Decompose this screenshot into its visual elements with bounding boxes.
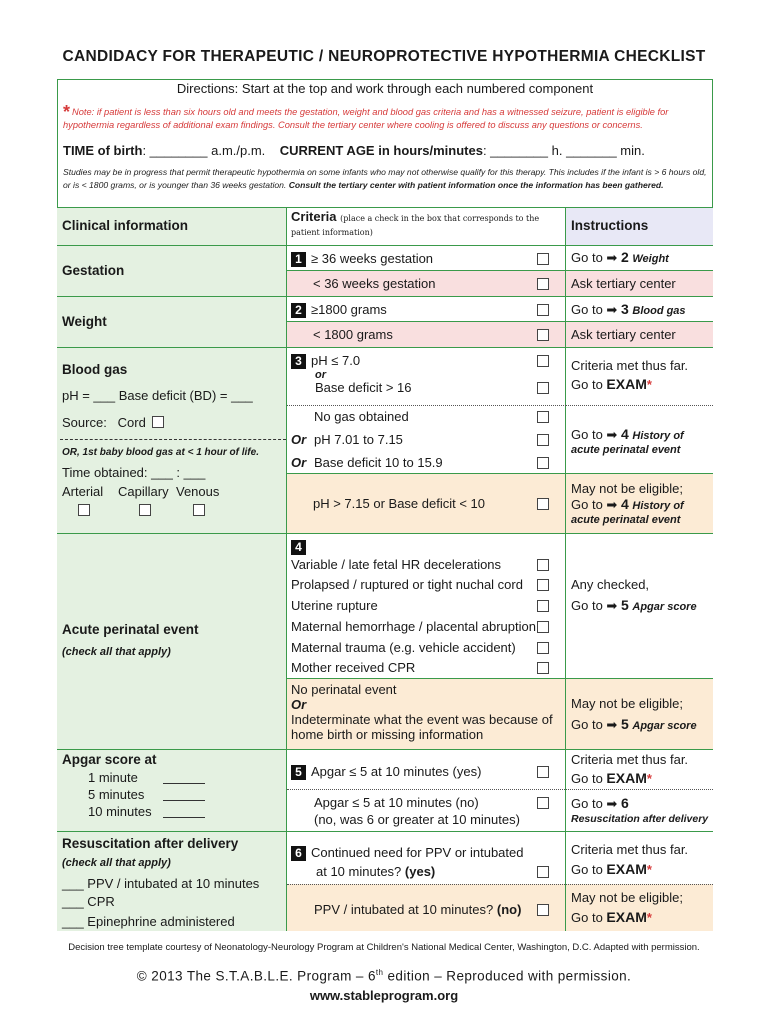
copyright-sup: th	[375, 968, 384, 977]
resus-instr-3: May not be eligible;	[571, 890, 684, 905]
asterisk-icon: *	[646, 862, 652, 877]
arterial-checkbox[interactable]	[78, 504, 90, 516]
perinatal-item: Prolapsed / ruptured or tight nuchal cord	[291, 577, 523, 592]
bloodgas-or-2: Or	[291, 432, 307, 447]
gestation-option-2: < 36 weeks gestation	[313, 276, 436, 291]
instr-text: Go to	[571, 910, 603, 925]
perinatal-checkbox[interactable]	[537, 559, 549, 571]
source-label: Source:	[62, 415, 107, 430]
bloodgas-checkbox-nogas[interactable]	[537, 411, 549, 423]
weight-label: Weight	[62, 314, 107, 329]
instr-label: Blood gas	[632, 305, 686, 317]
arterial-label: Arterial	[62, 484, 104, 499]
venous-checkbox[interactable]	[193, 504, 205, 516]
step-4	[291, 539, 311, 555]
eligibility-note: * Note: if patient is less than six hours old and meets the gestation, weight and blood gas criteria and has a witnessed seizure, patient is eligible for hypothermia regardless of additional exam findings. Consult the tertiary center where cooling is offered to discuss any questions or concerns.	[63, 102, 669, 130]
weight-option-1	[291, 302, 387, 318]
apgar-1min: 1 minute	[88, 770, 138, 785]
current-age-label: CURRENT AGE in hours/minutes	[279, 143, 483, 158]
resus-opt-text: Continued need for PPV or intubated	[311, 845, 524, 860]
courtesy-note: Decision tree template courtesy of Neonatology-Neurology Program at Children's National Medical Center, Washington, D.C. Adapted with permission.	[68, 942, 700, 953]
arrow-right-icon: ➡	[606, 796, 618, 811]
copyright-text: edition – Reproduced with permission.	[383, 968, 632, 984]
grid-line	[287, 678, 713, 679]
exam-label: EXAM	[606, 376, 647, 392]
bloodgas-label: Blood gas	[62, 362, 128, 377]
perinatal-none-instr-2	[571, 717, 697, 734]
resus-item-cpr[interactable]: ___ CPR	[62, 894, 115, 909]
bloodgas-instr-a2	[571, 377, 652, 392]
source-cord-label: Cord	[117, 415, 146, 430]
instr-text: Go to	[571, 377, 603, 392]
arrow-right-icon: ➡	[606, 717, 618, 732]
instr-num: 4	[620, 426, 629, 442]
resus-opt-bold: (yes)	[404, 864, 436, 879]
step-1-badge: 1	[291, 252, 306, 267]
perinatal-item: Maternal hemorrhage / placental abruption	[291, 619, 536, 634]
apgar-opt-text: Apgar ≤ 5 at 10 minutes (yes)	[311, 764, 482, 779]
bloodgas-option-bd16: Base deficit > 16	[315, 380, 412, 395]
instr-text: Go to	[571, 427, 603, 442]
instr-label: Apgar score	[632, 601, 697, 613]
bloodgas-or-3: Or	[291, 455, 307, 470]
perinatal-instr-1: Any checked,	[571, 577, 650, 592]
instr-label: History of	[632, 500, 684, 512]
instr-num: 5	[620, 716, 629, 732]
apgar-checkbox-yes[interactable]	[537, 766, 549, 778]
resus-checkbox-no[interactable]	[537, 904, 549, 916]
bloodgas-instr-a1: Criteria met thus far.	[571, 358, 689, 373]
perinatal-sub: (check all that apply)	[62, 646, 171, 658]
grid-line	[287, 473, 713, 474]
perinatal-item: Maternal trauma (e.g. vehicle accident)	[291, 640, 516, 655]
perinatal-item: Variable / late fetal HR decelerations	[291, 557, 502, 572]
copyright-text: © 2013 The S.T.A.B.L.E. Program – 6	[136, 968, 376, 984]
grid-line	[287, 270, 713, 271]
perinatal-checkbox[interactable]	[537, 600, 549, 612]
weight-instruction-1	[571, 302, 686, 319]
bloodgas-instr-c2	[571, 497, 684, 514]
perinatal-instr-2	[571, 598, 697, 615]
apgar-5min: 5 minutes	[88, 787, 145, 802]
bloodgas-checkbox-bd10[interactable]	[537, 457, 549, 469]
gestation-checkbox-2[interactable]	[537, 278, 549, 290]
resus-option-yes-2	[316, 864, 435, 879]
asterisk-icon: *	[63, 102, 71, 122]
step-6-badge: 6	[291, 846, 306, 861]
grid-line	[57, 296, 713, 297]
directions-text: Directions: Start at the top and work through each numbered component	[176, 81, 594, 96]
apgar-10min: 10 minutes	[88, 804, 152, 819]
grid-line	[566, 405, 713, 406]
apgar-instr-3	[571, 796, 629, 811]
instr-text: Go to	[571, 862, 603, 877]
step-2-badge: 2	[291, 303, 306, 318]
header-criteria	[291, 211, 563, 239]
step-5-badge: 5	[291, 765, 306, 780]
header-instructions: Instructions	[571, 218, 649, 233]
header-criteria-note: (place a check in the box that corresponds to the patient information)	[291, 214, 540, 237]
weight-checkbox-2[interactable]	[537, 329, 549, 341]
bloodgas-instr-b	[571, 427, 684, 444]
studies-note: Studies may be in progress that permit therapeutic hypothermia on some infants who may not otherwise qualify for this therapy. This includes if the infant is > 6 hours old, or is < 1800 grams, or is younger than 36 weeks gestation. Consult the tertiary center with patient information once the information has been gathered.	[63, 167, 707, 190]
asterisk-icon: *	[646, 910, 652, 925]
resus-label: Resuscitation after delivery	[62, 836, 239, 851]
resus-sub: (check all that apply)	[62, 857, 171, 869]
weight-checkbox-1[interactable]	[537, 304, 549, 316]
instr-num: 6	[620, 795, 629, 811]
instr-num: 5	[620, 597, 629, 613]
resus-instr-4	[571, 910, 652, 925]
bloodgas-checkbox-bd16[interactable]	[537, 382, 549, 394]
grid-line	[287, 405, 566, 406]
bg-opt-text: pH ≤ 7.0	[311, 353, 361, 368]
perinatal-checkbox[interactable]	[537, 579, 549, 591]
perinatal-checkbox[interactable]	[537, 621, 549, 633]
header-clinical: Clinical information	[62, 218, 189, 233]
page-title: CANDIDACY FOR THERAPEUTIC / NEUROPROTECTIVE HYPOTHERMIA CHECKLIST	[62, 48, 706, 65]
apgar-instr-4: Resuscitation after delivery	[571, 813, 709, 825]
perinatal-checkbox[interactable]	[537, 642, 549, 654]
bloodgas-option-ph701: pH 7.01 to 7.15	[314, 432, 403, 447]
capillary-label: Capillary	[118, 484, 169, 499]
capillary-checkbox[interactable]	[139, 504, 151, 516]
resus-item-ppv[interactable]: ___ PPV / intubated at 10 minutes	[62, 876, 260, 891]
resus-instr-1: Criteria met thus far.	[571, 842, 689, 857]
perinatal-none-or: Or	[291, 697, 307, 712]
instr-num: 2	[620, 249, 629, 265]
exam-label: EXAM	[606, 909, 647, 925]
resus-checkbox-yes[interactable]	[537, 866, 549, 878]
perinatal-none-1: No perinatal event	[291, 682, 397, 697]
bloodgas-or-1: or	[315, 369, 326, 381]
grid-line	[287, 321, 713, 322]
bloodgas-ph-line[interactable]: pH = ___ Base deficit (BD) = ___	[62, 388, 253, 403]
perinatal-none-2: Indeterminate what the event was because of home birth or missing information	[291, 712, 553, 742]
header-criteria-title: Criteria	[291, 209, 337, 224]
apgar-option-no-detail: (no, was 6 or greater at 10 minutes)	[314, 812, 520, 827]
weight-instruction-2: Ask tertiary center	[571, 327, 676, 342]
bloodgas-checkbox-ph7[interactable]	[537, 355, 549, 367]
asterisk-icon: *	[646, 377, 652, 392]
instr-num: 4	[620, 496, 629, 512]
exam-label: EXAM	[606, 861, 647, 877]
perinatal-label: Acute perinatal event	[62, 622, 199, 637]
bloodgas-source	[62, 415, 146, 430]
bloodgas-or-note: OR, 1st baby blood gas at < 1 hour of life.	[62, 447, 259, 458]
gestation-opt1-text: ≥ 36 weeks gestation	[311, 251, 434, 266]
instr-text: Go to	[571, 250, 603, 265]
instr-text: Go to	[571, 717, 603, 732]
bloodgas-option-ph7	[291, 353, 360, 369]
instr-label: Weight	[632, 253, 669, 265]
arrow-right-icon: ➡	[606, 497, 618, 512]
instr-text: Go to	[571, 497, 603, 512]
resus-item-epi[interactable]: ___ Epinephrine administered	[62, 914, 235, 929]
arrow-right-icon: ➡	[606, 302, 618, 317]
grid-line	[287, 884, 713, 885]
instr-text: Go to	[571, 771, 603, 786]
instr-text: Go to	[571, 302, 603, 317]
perinatal-item: Mother received CPR	[291, 660, 416, 675]
gestation-option-1	[291, 251, 433, 267]
grid-line	[57, 245, 713, 246]
instr-num: 3	[620, 301, 629, 317]
grid-line	[57, 831, 713, 832]
perinatal-none-instr-1: May not be eligible;	[571, 696, 684, 711]
perinatal-item: Uterine rupture	[291, 598, 378, 613]
grid-line	[57, 749, 713, 750]
bloodgas-option-ph715: pH > 7.15 or Base deficit < 10	[313, 496, 485, 511]
time-of-birth-label: TIME of birth	[63, 143, 143, 158]
bloodgas-checkbox-ph715[interactable]	[537, 498, 549, 510]
resus-opt-text: PPV / intubated at 10 minutes?	[314, 902, 494, 917]
instr-label: Apgar score	[632, 720, 697, 732]
source-cord-checkbox[interactable]	[152, 416, 164, 428]
arrow-right-icon: ➡	[606, 598, 618, 613]
grid-line	[57, 533, 713, 534]
grid-line	[287, 789, 713, 790]
instr-label: History of	[632, 430, 684, 442]
step-4-badge: 4	[291, 540, 306, 555]
step-3-badge: 3	[291, 354, 306, 369]
gestation-checkbox-1[interactable]	[537, 253, 549, 265]
bloodgas-option-bd10: Base deficit 10 to 15.9	[314, 455, 443, 470]
bloodgas-instr-c1: May not be eligible;	[571, 481, 684, 496]
weight-opt1-text: ≥1800 grams	[311, 302, 387, 317]
bloodgas-instr-b2: acute perinatal event	[571, 444, 681, 456]
grid-line	[57, 347, 713, 348]
resus-opt-text: at 10 minutes?	[316, 864, 402, 879]
apgar-1min-field[interactable]	[163, 783, 205, 784]
time-obtained[interactable]: Time obtained: ___ : ___	[62, 465, 206, 480]
bloodgas-checkbox-ph701[interactable]	[537, 434, 549, 446]
instr-bg	[566, 678, 713, 749]
gestation-label: Gestation	[62, 263, 125, 278]
arrow-right-icon: ➡	[606, 427, 618, 442]
apgar-option-no: Apgar ≤ 5 at 10 minutes (no)	[314, 795, 479, 810]
grid-line	[565, 207, 566, 931]
current-age-field[interactable]: : ________ h. _______ min.	[482, 143, 645, 158]
asterisk-icon: *	[646, 771, 652, 786]
apgar-10min-field[interactable]	[163, 817, 205, 818]
apgar-checkbox-no[interactable]	[537, 797, 549, 809]
apgar-instr-1: Criteria met thus far.	[571, 752, 689, 767]
resus-instr-2	[571, 862, 652, 877]
time-of-birth-field[interactable]: : ________ a.m./p.m.	[142, 143, 266, 158]
website-link[interactable]: www.stableprogram.org	[309, 988, 459, 1003]
instr-text: Go to	[571, 796, 603, 811]
resus-option-yes	[291, 845, 523, 861]
grid-line	[286, 207, 287, 931]
exam-label: EXAM	[606, 770, 647, 786]
apgar-5min-field[interactable]	[163, 800, 205, 801]
copyright	[0, 968, 768, 984]
apgar-label: Apgar score at	[62, 752, 157, 767]
perinatal-checkbox[interactable]	[537, 662, 549, 674]
time-line	[63, 143, 708, 158]
apgar-option-yes	[291, 764, 481, 780]
apgar-instr-2	[571, 771, 652, 786]
resus-option-no	[314, 902, 521, 917]
weight-option-2: < 1800 grams	[313, 327, 393, 342]
bloodgas-option-nogas: No gas obtained	[314, 409, 409, 424]
grid-line	[60, 439, 286, 440]
resus-opt-bold: (no)	[496, 902, 522, 917]
gestation-instruction-1	[571, 250, 669, 267]
bloodgas-instr-c3: acute perinatal event	[571, 514, 681, 526]
gestation-instruction-2: Ask tertiary center	[571, 276, 676, 291]
venous-label: Venous	[176, 484, 220, 499]
arrow-right-icon: ➡	[606, 250, 618, 265]
instr-text: Go to	[571, 598, 603, 613]
